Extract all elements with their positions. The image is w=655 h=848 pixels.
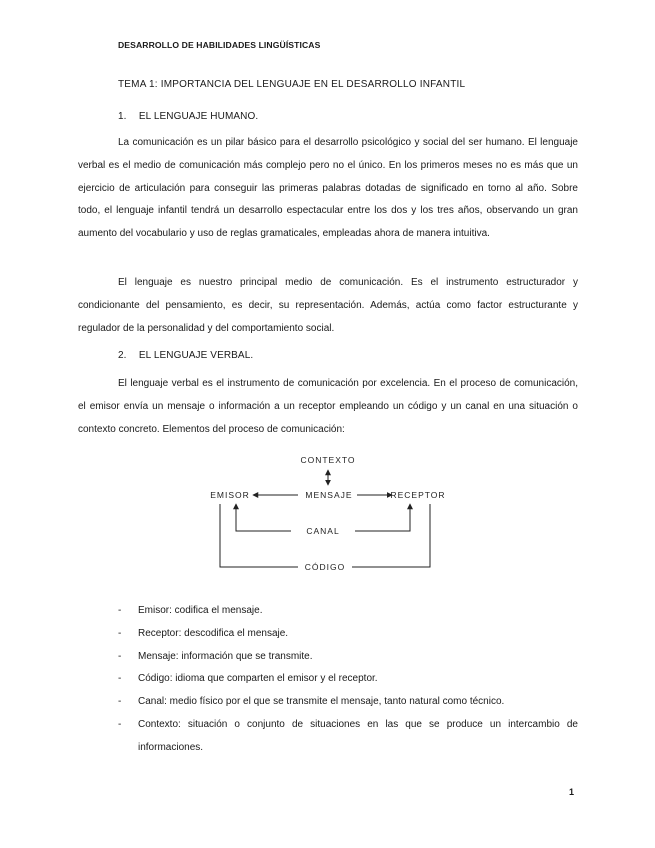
topic-title: TEMA 1: IMPORTANCIA DEL LENGUAJE EN EL DESARROLLO INFANTIL — [118, 79, 466, 90]
code-receiver-line — [352, 504, 430, 567]
channel-label: CANAL — [306, 526, 340, 536]
list-marker: - — [118, 650, 122, 662]
elements-list — [118, 600, 578, 760]
message-label: MENSAJE — [305, 490, 353, 500]
list-marker: - — [118, 627, 122, 639]
section-title: EL LENGUAJE HUMANO. — [138, 111, 259, 122]
list-item-text: Receptor: descodifica el mensaje. — [138, 627, 289, 639]
paragraph-3: El lenguaje verbal es el instrumento de comunicación por excelencia. En el proceso de comunicación, el emisor envía un mensaje o información a un receptor empleando un código y un canal en una situación o contexto concreto. Elementos del proceso de comunicación: — [78, 378, 578, 435]
channel-sender-line — [236, 504, 291, 531]
code-sender-line — [220, 504, 298, 567]
channel-receiver-line — [355, 504, 410, 531]
code-label: CÓDIGO — [304, 562, 346, 572]
list-item — [118, 691, 578, 714]
list-item — [118, 714, 578, 760]
list-item-text: Mensaje: información que se transmite. — [138, 650, 313, 662]
list-item-text: Emisor: codifica el mensaje. — [138, 605, 263, 616]
section-number: 2. — [118, 350, 127, 361]
context-label: CONTEXTO — [300, 455, 356, 465]
list-item — [118, 668, 578, 691]
paragraph-2: El lenguaje es nuestro principal medio de comunicación. Es el instrumento estructurador y condicionante del pensamiento, es decir, su representación. Además, actúa como factor estructurante y regulador de la personalidad y del comportamiento social. — [78, 277, 578, 334]
section-number: 1. — [118, 111, 127, 122]
list-item — [118, 646, 578, 669]
list-marker: - — [118, 718, 122, 730]
list-item-text: Canal: medio físico por el que se transmite el mensaje, tanto natural como técnico. — [138, 696, 505, 708]
list-marker: - — [118, 605, 122, 616]
receiver-label: RECEPTOR — [390, 490, 446, 500]
section-title: EL LENGUAJE VERBAL. — [138, 350, 254, 361]
list-item — [118, 600, 578, 623]
list-item-text: Contexto: situación o conjunto de situaciones en las que se produce un intercambio de informaciones. — [138, 718, 578, 753]
sender-label: EMISOR — [210, 490, 250, 500]
page-number: 1 — [569, 787, 575, 797]
list-item — [118, 623, 578, 646]
list-marker: - — [118, 673, 122, 685]
list-item-text: Código: idioma que comparten el emisor y el receptor. — [138, 673, 378, 685]
document-header: DESARROLLO DE HABILIDADES LINGÜÍSTICAS — [118, 40, 321, 50]
list-marker: - — [118, 696, 122, 708]
paragraph-1: La comunicación es un pilar básico para el desarrollo psicológico y social del ser humano. El lenguaje verbal es el medio de comunicación más complejo pero no el único. En los primeros meses no es más que un ejercicio de articulación para conseguir las primeras palabras dotadas de significado en torno al año. Sobre todo, el lenguaje infantil tendrá un desarrollo espectacular entre los dos y los tres años, observando un gran aumento del vocabulario y uso de reglas gramaticales, empleadas ahora de manera intuitiva. — [78, 137, 578, 240]
